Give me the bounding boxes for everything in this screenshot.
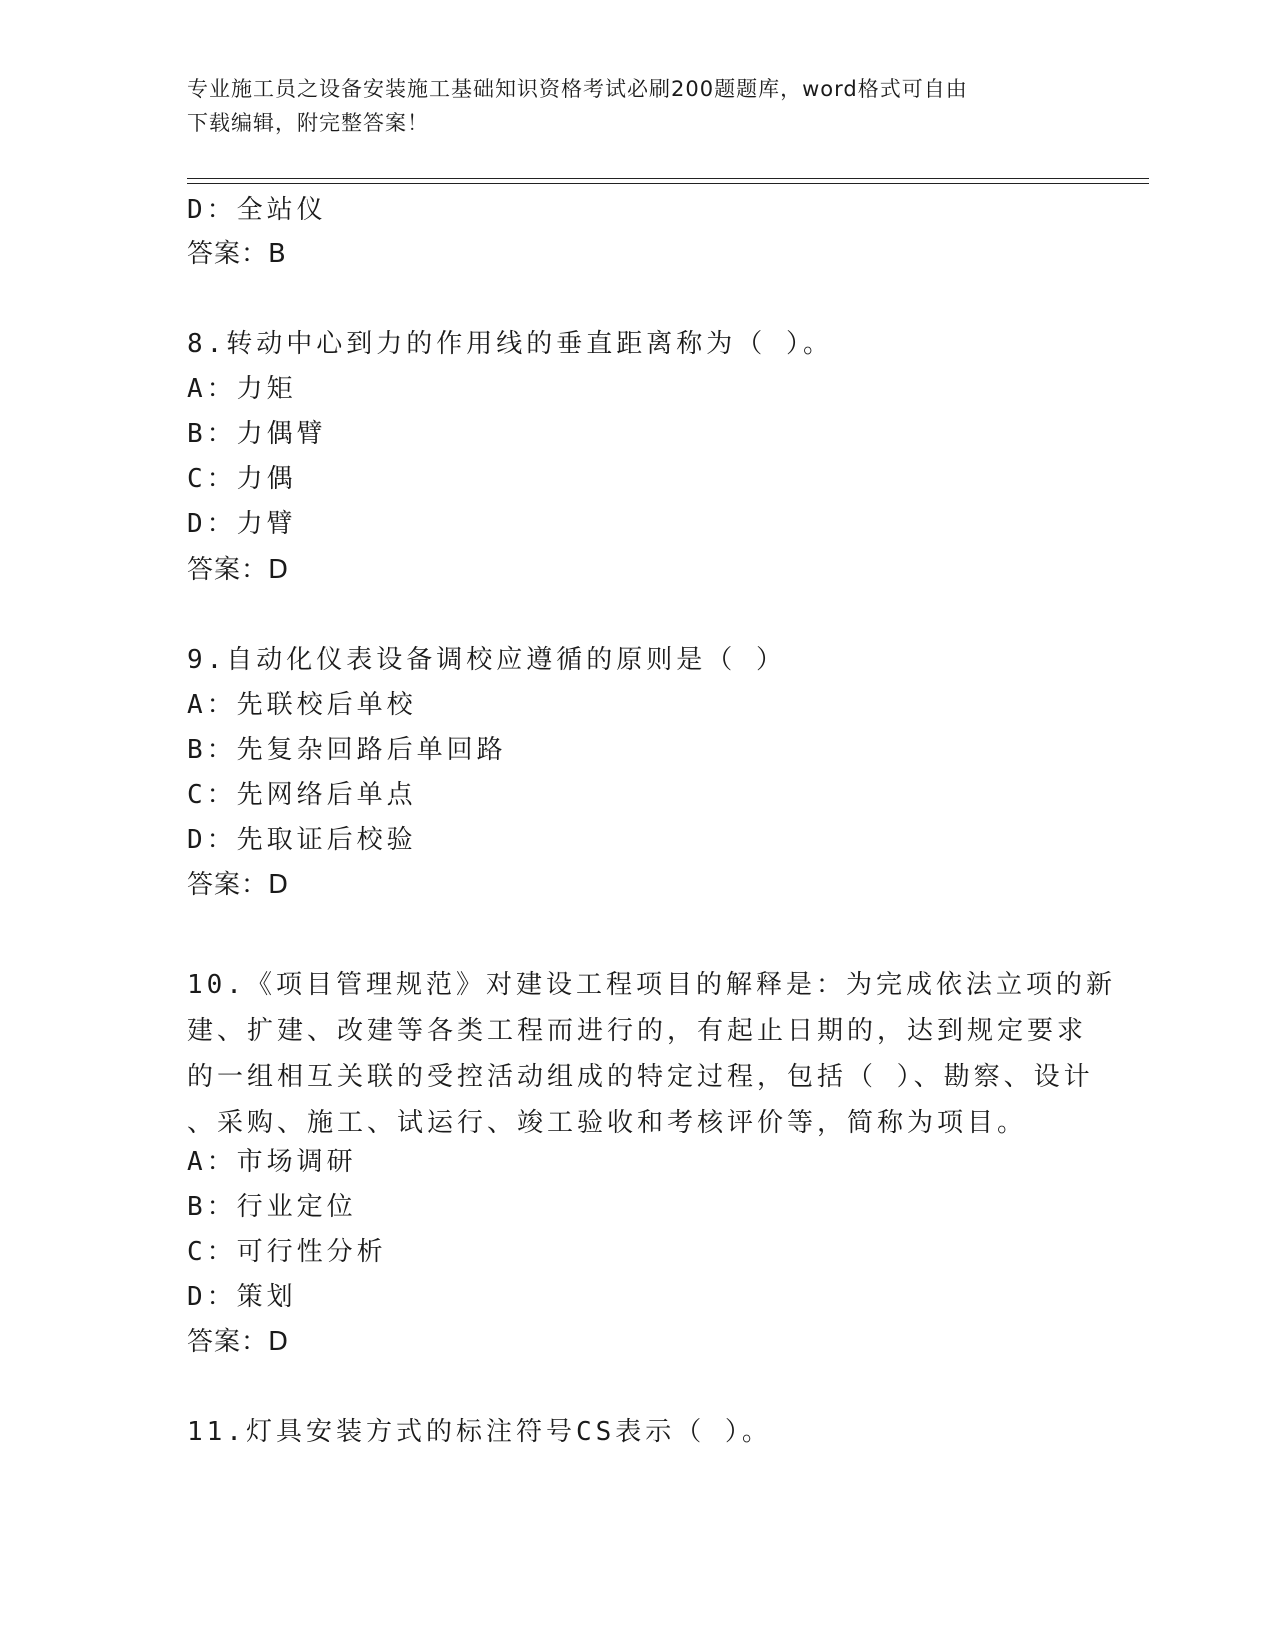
q10-stem (187, 962, 1116, 1146)
q8-stem: 8.转动中心到力的作用线的垂直距离称为（ ）。 (187, 329, 833, 359)
header-rule-top (187, 178, 1149, 179)
q10-stem-line-1: 10.《项目管理规范》对建设工程项目的解释是：为完成依法立项的新 (187, 970, 1116, 1000)
q7-option-d: D：全站仪 (187, 195, 327, 225)
q8-answer: 答案：D (187, 555, 290, 585)
q10-option-d: D：策划 (187, 1282, 297, 1312)
q10-stem-line-4: 、采购、施工、试运行、竣工验收和考核评价等，简称为项目。 (187, 1108, 1028, 1138)
q8-option-a: A：力矩 (187, 374, 297, 404)
q9-option-c: C：先网络后单点 (187, 780, 417, 810)
q10-stem-line-2: 建、扩建、改建等各类工程而进行的，有起止日期的，达到规定要求 (187, 1016, 1088, 1046)
q9-option-a: A：先联校后单校 (187, 690, 417, 720)
q10-stem-line-3: 的一组相互关联的受控活动组成的特定过程，包括（ ）、勘察、设计 (187, 1062, 1094, 1092)
page-header (187, 72, 1067, 140)
q11-stem: 11.灯具安装方式的标注符号CS表示（ ）。 (187, 1417, 772, 1447)
q10-option-a: A：市场调研 (187, 1147, 357, 1177)
header-rule-bottom (187, 183, 1149, 184)
header-title-line-1: 专业施工员之设备安装施工基础知识资格考试必刷200题题库，word格式可自由 (187, 77, 968, 101)
header-title-line-2: 下载编辑，附完整答案！ (187, 111, 429, 135)
q8-option-d: D：力臂 (187, 509, 297, 539)
q9-option-b: B：先复杂回路后单回路 (187, 735, 507, 765)
q7-answer: 答案：B (187, 239, 287, 269)
q8-option-c: C：力偶 (187, 464, 297, 494)
q9-stem: 9.自动化仪表设备调校应遵循的原则是（ ） (187, 645, 786, 675)
q10-option-c: C：可行性分析 (187, 1237, 387, 1267)
q10-answer: 答案：D (187, 1327, 290, 1357)
q9-answer: 答案：D (187, 870, 290, 900)
q8-option-b: B：力偶臂 (187, 419, 327, 449)
q10-option-b: B：行业定位 (187, 1192, 357, 1222)
q9-option-d: D：先取证后校验 (187, 825, 417, 855)
